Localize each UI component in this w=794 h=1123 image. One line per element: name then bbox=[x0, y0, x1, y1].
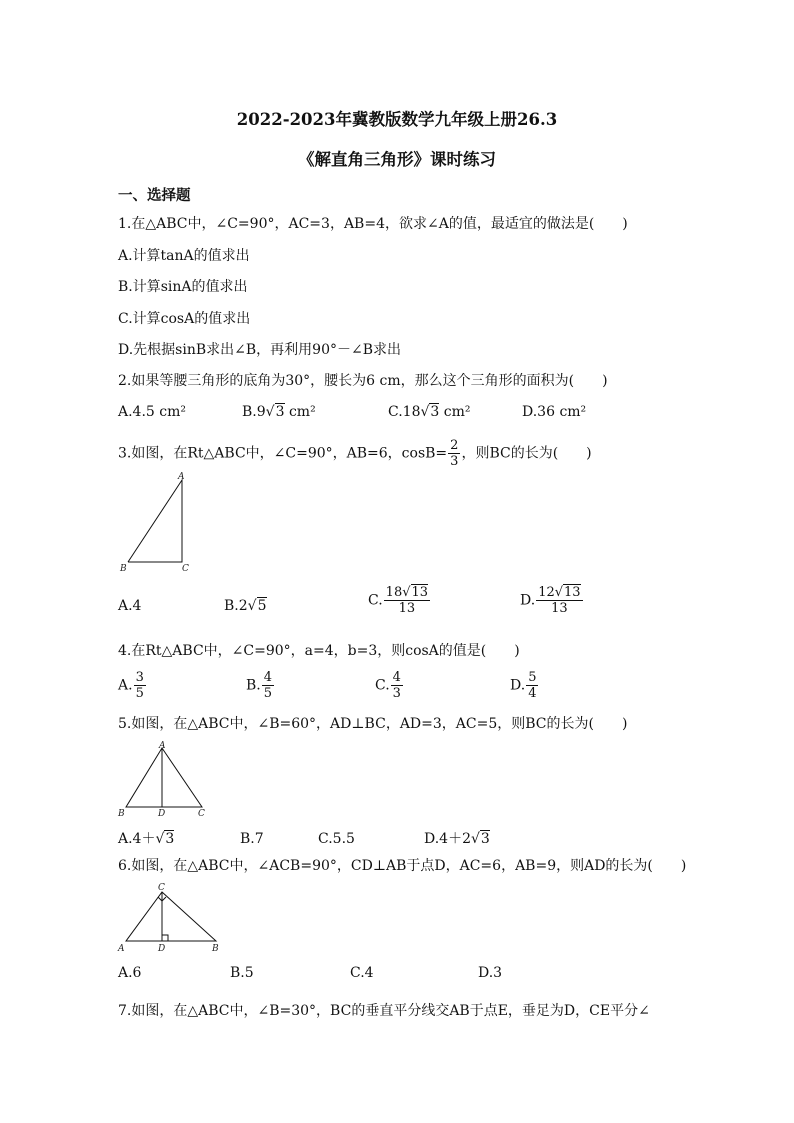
q1-option-c: C.计算cosA的值求出 bbox=[118, 311, 251, 327]
q3-option-c bbox=[368, 585, 431, 616]
q6-stem: 6.如图，在△ABC中，∠ACB=90°，CD⊥AB于点D，AC=6，AB=9，则AD的长为( ) bbox=[118, 858, 687, 874]
q5-option-a: A.4＋√3 bbox=[118, 831, 175, 847]
q2-c-unit: cm² bbox=[439, 404, 471, 420]
q4-option-b: B. $\frac{4}{5}$ bbox=[246, 670, 273, 701]
label-c: C bbox=[198, 809, 205, 819]
q2-b-unit: cm² bbox=[284, 404, 316, 420]
q3-stem-pre: 3.如图，在Rt△ABC中，∠C=90°，AB=6，cosB= bbox=[118, 445, 448, 462]
q3-stem bbox=[118, 438, 592, 469]
sqrt-symbol: √5 bbox=[247, 598, 267, 614]
title-line-1: 2022-2023年冀教版数学九年级上册26.3 bbox=[236, 110, 558, 129]
q2-b-radicand: 3 bbox=[275, 404, 285, 420]
q5-stem: 5.如图，在△ABC中，∠B=60°，AD⊥BC，AD=3，AC=5，则BC的长为( ) bbox=[118, 716, 628, 732]
q3-d-fraction: $\frac{12√13}{13}$ bbox=[538, 585, 581, 616]
label-a: A bbox=[178, 472, 185, 482]
q4-d-fraction: $\frac{5}{4}$ bbox=[528, 670, 537, 701]
q1-stem: 1.在△ABC中，∠C=90°，AC=3，AB=4，欲求∠A的值，最适宜的做法是( ) bbox=[118, 216, 628, 232]
q4-c-fraction: $\frac{4}{3}$ bbox=[392, 670, 401, 701]
q5-option-b: B.7 bbox=[240, 831, 264, 847]
label-b: B bbox=[118, 809, 125, 819]
q2-c-coef: C.18 bbox=[388, 404, 421, 420]
label-a: A bbox=[159, 741, 166, 751]
q3-c-fraction: $\frac{18√13}{13}$ bbox=[385, 585, 429, 616]
sqrt-symbol: √13 bbox=[402, 585, 429, 600]
q2-option-d: D.36 cm² bbox=[522, 404, 587, 420]
q4-option-c: C. $\frac{4}{3}$ bbox=[375, 670, 401, 701]
q6-triangle-figure bbox=[116, 880, 232, 956]
q3-b-radicand: 5 bbox=[257, 598, 267, 614]
q1-option-d: D.先根据sinB求出∠B，再利用90°－∠B求出 bbox=[118, 342, 401, 358]
q5-option-c: C.5.5 bbox=[318, 831, 355, 847]
q3-fraction: $\frac{2}{3}$ bbox=[450, 438, 459, 469]
q4-stem: 4.在Rt△ABC中，∠C=90°，a=4，b=3，则cosA的值是( ) bbox=[118, 643, 520, 659]
q3-triangle-figure bbox=[118, 470, 198, 580]
q4-option-d: D. $\frac{5}{4}$ bbox=[510, 670, 537, 701]
q7-stem: 7.如图，在△ABC中，∠B=30°，BC的垂直平分线交AB于点E，垂足为D，CE平分∠ bbox=[118, 1003, 650, 1019]
q2-option-b bbox=[242, 402, 316, 422]
q3-d-label: D. bbox=[520, 592, 536, 609]
q2-stem: 2.如果等腰三角形的底角为30°，腰长为6 cm，那么这个三角形的面积为( ) bbox=[118, 373, 608, 389]
q4-option-a: A. $\frac{3}{5}$ bbox=[118, 670, 144, 701]
title-line-2: 《解直角三角形》课时练习 bbox=[298, 150, 496, 169]
q3-option-d bbox=[520, 585, 584, 616]
q1-option-a: A.计算tanA的值求出 bbox=[118, 248, 250, 264]
q3-option-b bbox=[224, 596, 267, 616]
sqrt-symbol: √3 bbox=[265, 404, 285, 420]
q6-option-c: C.4 bbox=[350, 965, 374, 981]
q2-option-c bbox=[388, 402, 471, 422]
sqrt-symbol: √3 bbox=[471, 831, 490, 847]
q3-option-a: A.4 bbox=[118, 598, 142, 614]
q4-a-fraction: $\frac{3}{5}$ bbox=[135, 670, 144, 701]
q4-b-fraction: $\frac{4}{5}$ bbox=[263, 670, 273, 701]
q6-option-b: B.5 bbox=[230, 965, 254, 981]
label-a: A bbox=[118, 944, 125, 954]
label-c: C bbox=[182, 564, 189, 574]
label-d: D bbox=[158, 809, 166, 819]
label-b: B bbox=[120, 564, 127, 574]
label-b: B bbox=[212, 944, 219, 954]
sqrt-symbol: √3 bbox=[155, 831, 175, 847]
q2-b-coef: B.9 bbox=[242, 404, 266, 420]
q5-option-d: D.4＋2√3 bbox=[424, 831, 490, 847]
section-heading: 一、选择题 bbox=[118, 188, 191, 204]
q3-stem-post: ，则BC的长为( ) bbox=[461, 445, 592, 462]
sqrt-symbol: √13 bbox=[554, 585, 581, 600]
q3-c-label: C. bbox=[368, 592, 383, 609]
q6-option-a: A.6 bbox=[118, 965, 142, 981]
sqrt-symbol: √3 bbox=[420, 404, 440, 420]
q3-b-coef: B.2 bbox=[224, 598, 248, 614]
q2-c-radicand: 3 bbox=[430, 404, 440, 420]
q2-option-a: A.4.5 cm² bbox=[118, 404, 187, 420]
q1-option-b: B.计算sinA的值求出 bbox=[118, 279, 248, 295]
q6-option-d: D.3 bbox=[478, 965, 503, 981]
label-c: C bbox=[158, 883, 165, 893]
q5-triangle-figure bbox=[116, 740, 216, 820]
label-d: D bbox=[158, 944, 166, 954]
